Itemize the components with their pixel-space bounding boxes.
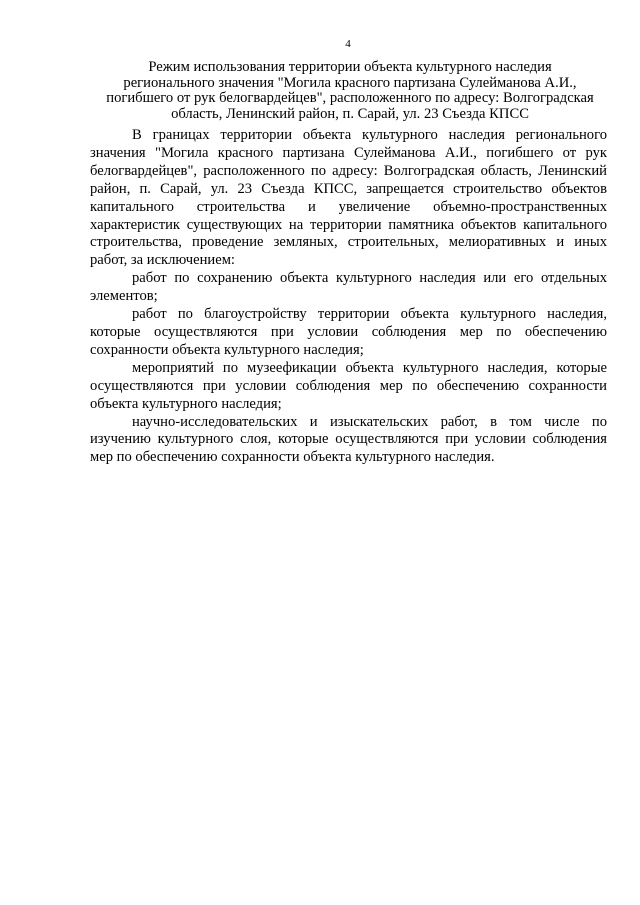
document-title-line: погибшего от рук белогвардейцев", расположенного по адресу: Волгоградская xyxy=(106,90,594,107)
list-item-museumification: мероприятий по музеефикации объекта культурного наследия, которые осуществляются при условии соблюдения мер по обеспечению сохранности объекта культурного наследия; xyxy=(90,359,607,412)
document-title xyxy=(90,60,610,122)
document-title-line: регионального значения "Могила красного партизана Сулейманова А.И., xyxy=(123,74,577,91)
document-title-line: область, Ленинский район, п. Сарай, ул. 23 Съезда КПСС xyxy=(171,105,529,122)
list-item-preservation: работ по сохранению объекта культурного наследия или его отдельных элементов; xyxy=(90,270,607,305)
list-item-research: научно-исследовательских и изыскательских работ, в том числе по изучению культурного слоя, которые осуществляются при условии соблюдения мер по обеспечению сохранности объекта культурного наследия. xyxy=(90,413,607,466)
document-title-line: Режим использования территории объекта культурного наследия xyxy=(148,59,552,75)
document-body xyxy=(90,127,607,467)
paragraph-intro: В границах территории объекта культурного наследия регионального значения "Могила красного партизана Сулейманова А.И., погибшего от рук белогвардейцев", расположенного по адресу: Волгоградская область, Ленинский район, п. Сарай, ул. 23 Съезда КПСС, запрещается строительство объектов капитального строительства и увеличение объемно-пространственных характеристик существующих на территории памятника объектов капитального строительства, проведение земляных, строительных, мелиоративных и иных работ, за исключением: xyxy=(90,127,607,269)
page-number: 4 xyxy=(345,38,351,50)
list-item-landscaping: работ по благоустройству территории объекта культурного наследия, которые осуществляются при условии соблюдения мер по обеспечению сохранности объекта культурного наследия; xyxy=(90,306,607,358)
